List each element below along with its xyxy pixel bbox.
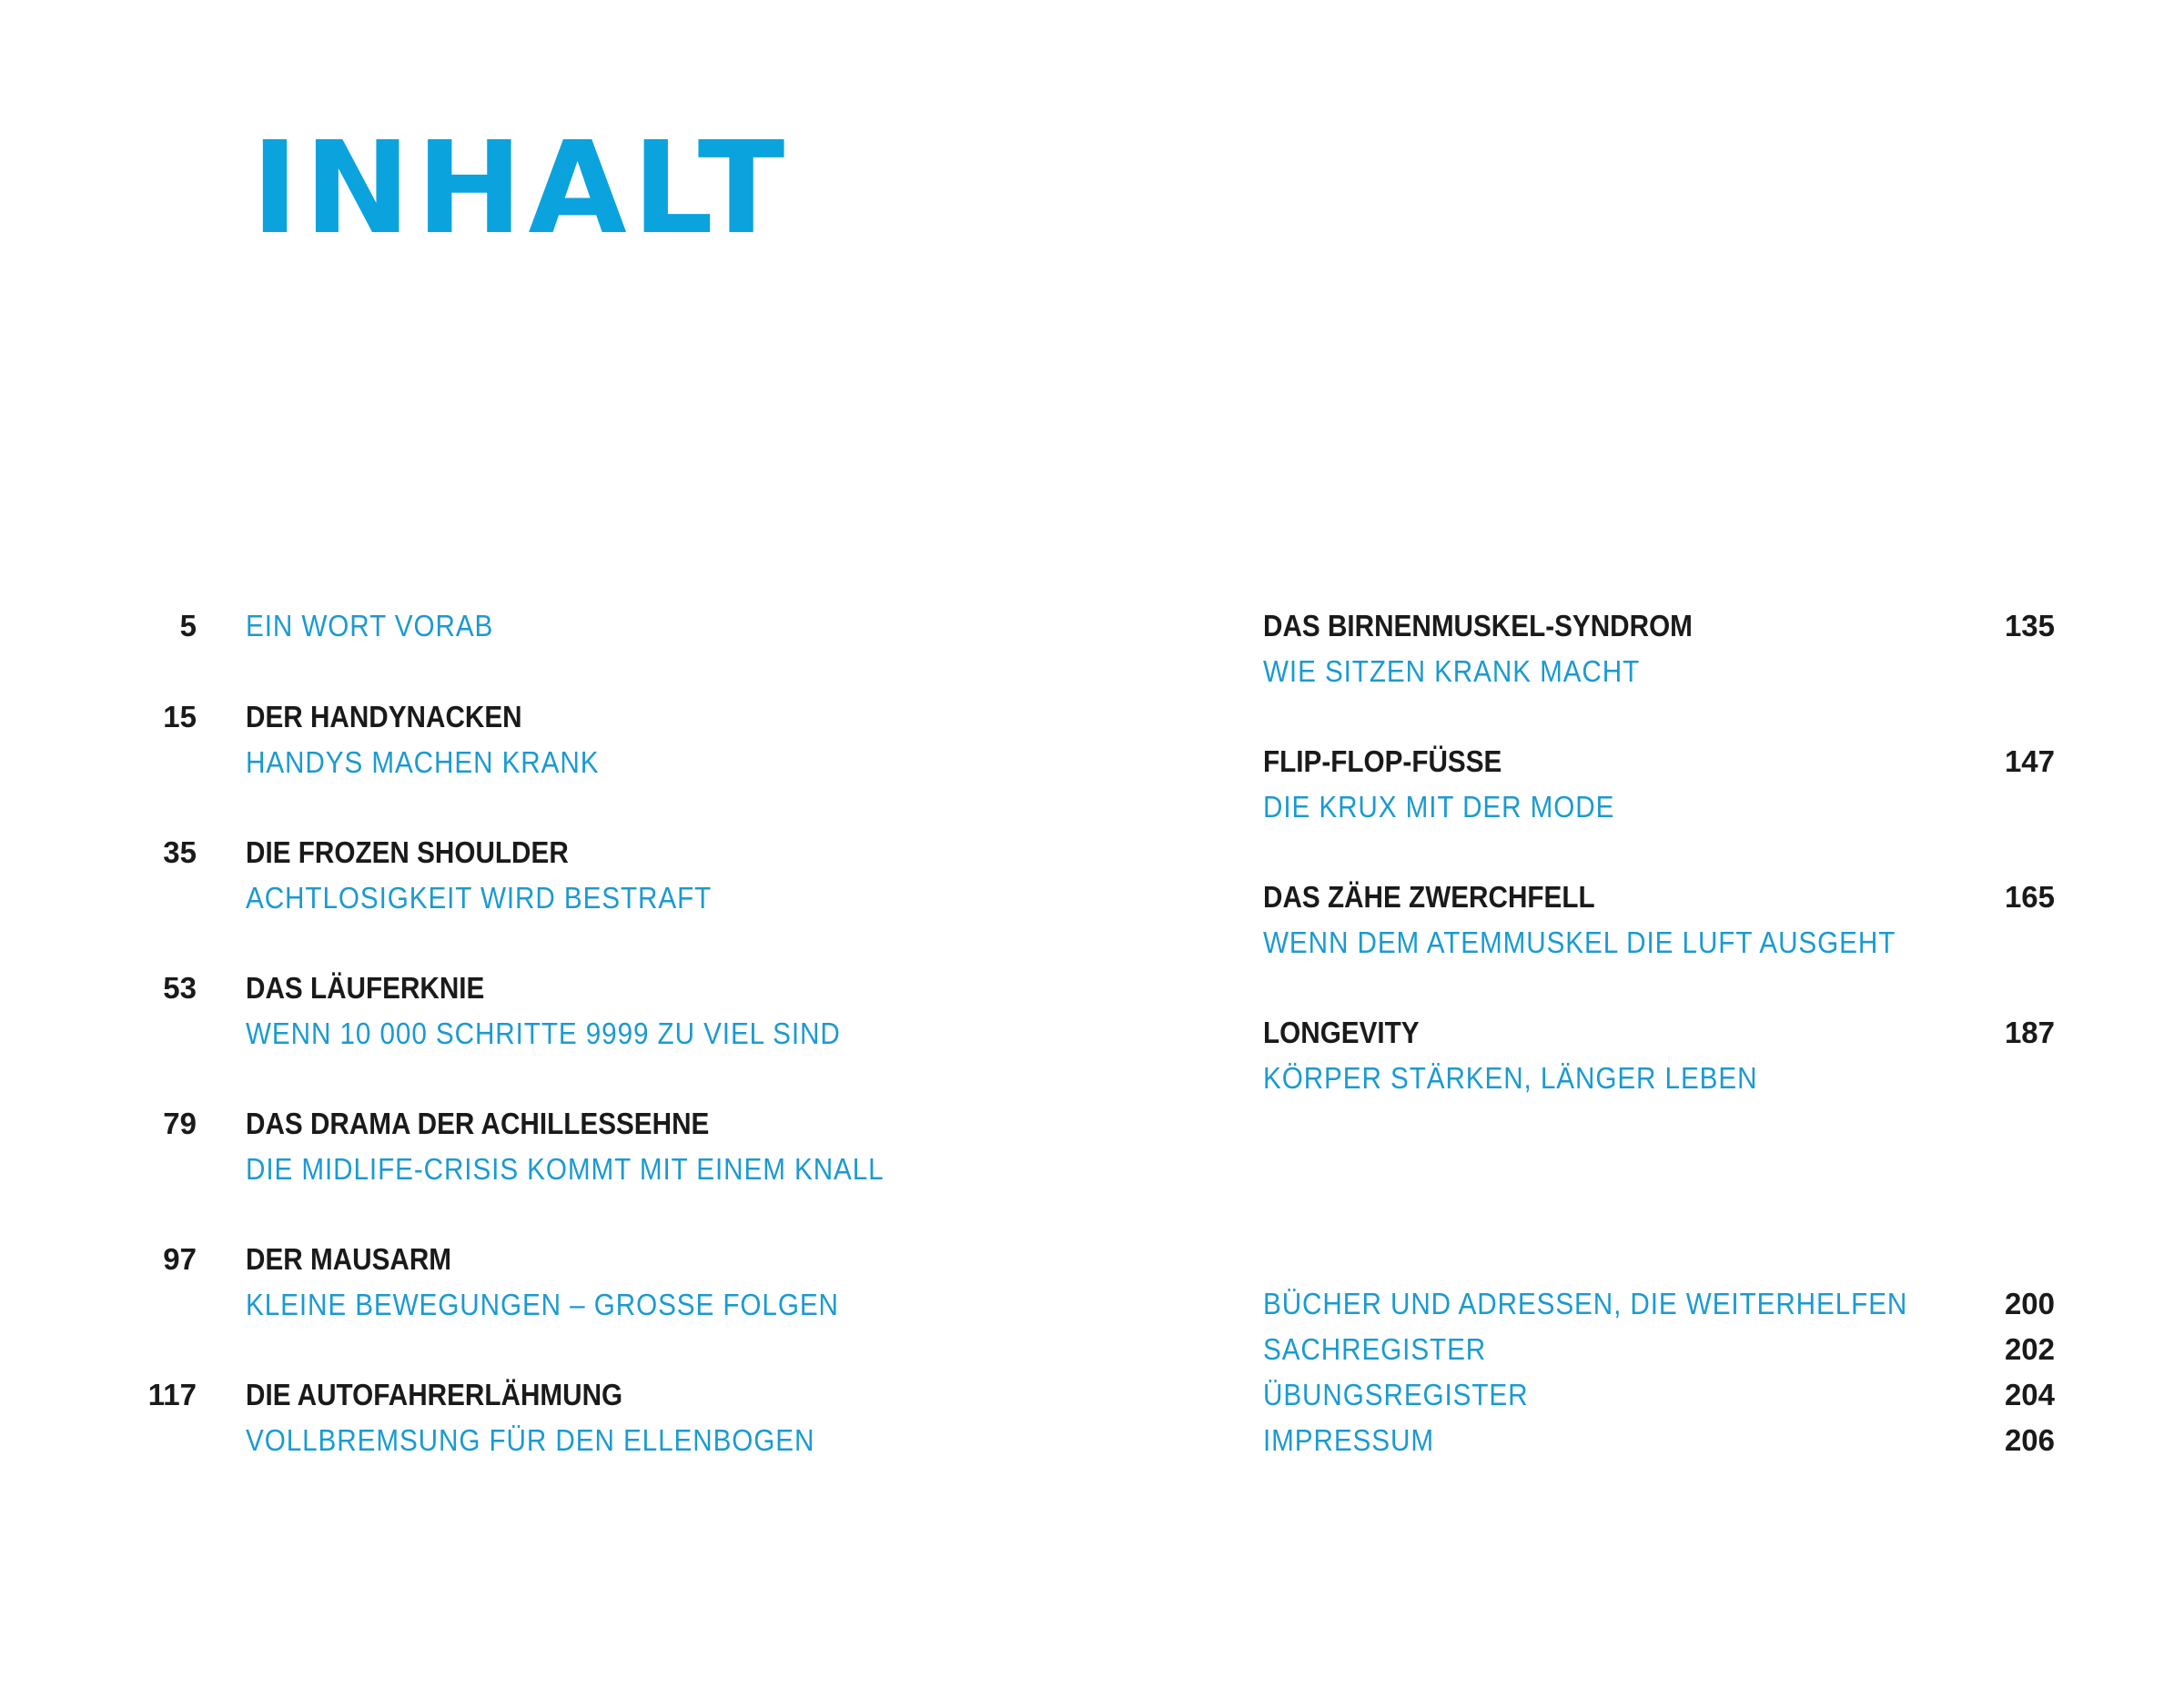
entry-heading: DAS DRAMA DER ACHILLESSEHNE [246,1107,710,1140]
page-title: INHALT [251,115,791,263]
page-number: 53 [163,971,197,1005]
entry-heading: LONGEVITY [1263,1016,1420,1049]
page-number: 165 [2004,880,2055,914]
entry-subtitle: WIE SITZEN KRANK MACHT [1263,654,1641,688]
page-number: 97 [163,1242,197,1276]
page-number: 206 [2004,1423,2055,1457]
entry-subtitle: HANDYS MACHEN KRANK [246,745,600,779]
page-number: 15 [163,700,197,733]
page-number: 117 [147,1378,197,1411]
entry-heading: DAS LÄUFERKNIE [246,971,485,1005]
entry-heading: DAS BIRNENMUSKEL-SYNDROM [1263,609,1693,642]
page-number: 147 [2004,744,2055,778]
page-number: 187 [2004,1016,2055,1049]
entry-heading: FLIP-FLOP-FÜSSE [1263,744,1502,778]
page-number: 135 [2004,609,2055,642]
page-number: 5 [179,609,197,642]
entry-heading: DAS ZÄHE ZWERCHFELL [1263,880,1595,914]
entry-subtitle: KÖRPER STÄRKEN, LÄNGER LEBEN [1263,1061,1758,1095]
entry-subtitle: WENN 10 000 SCHRITTE 9999 ZU VIEL SIND [246,1016,841,1050]
page-number: 200 [2004,1287,2055,1320]
entry-heading: DIE AUTOFAHRERLÄHMUNG [246,1378,623,1411]
entry-subtitle: ACHTLOSIGKEIT WIRD BESTRAFT [246,881,713,915]
appendix-label: SACHREGISTER [1263,1332,1487,1366]
appendix-label: IMPRESSUM [1263,1423,1434,1457]
entry-heading: DIE FROZEN SHOULDER [246,835,569,869]
entry-subtitle: DIE MIDLIFE-CRISIS KOMMT MIT EINEM KNALL [246,1152,885,1186]
entry-subtitle: DIE KRUX MIT DER MODE [1263,790,1615,824]
entry-heading: DER MAUSARM [246,1242,452,1276]
page-number: 79 [163,1107,197,1140]
entry-subtitle: KLEINE BEWEGUNGEN – GROSSE FOLGEN [246,1288,839,1321]
appendix-label: BÜCHER UND ADRESSEN, DIE WEITERHELFEN [1263,1287,1908,1320]
entry-subtitle: WENN DEM ATEMMUSKEL DIE LUFT AUSGEHT [1263,925,1896,959]
entry-subtitle: VOLLBREMSUNG FÜR DEN ELLENBOGEN [246,1423,815,1457]
entry-subtitle: EIN WORT VORAB [246,609,494,642]
page-number: 204 [2004,1378,2055,1411]
page-number: 35 [163,835,197,869]
page-number: 202 [2004,1332,2055,1366]
appendix-label: ÜBUNGSREGISTER [1263,1378,1529,1411]
entry-heading: DER HANDYNACKEN [246,700,522,733]
